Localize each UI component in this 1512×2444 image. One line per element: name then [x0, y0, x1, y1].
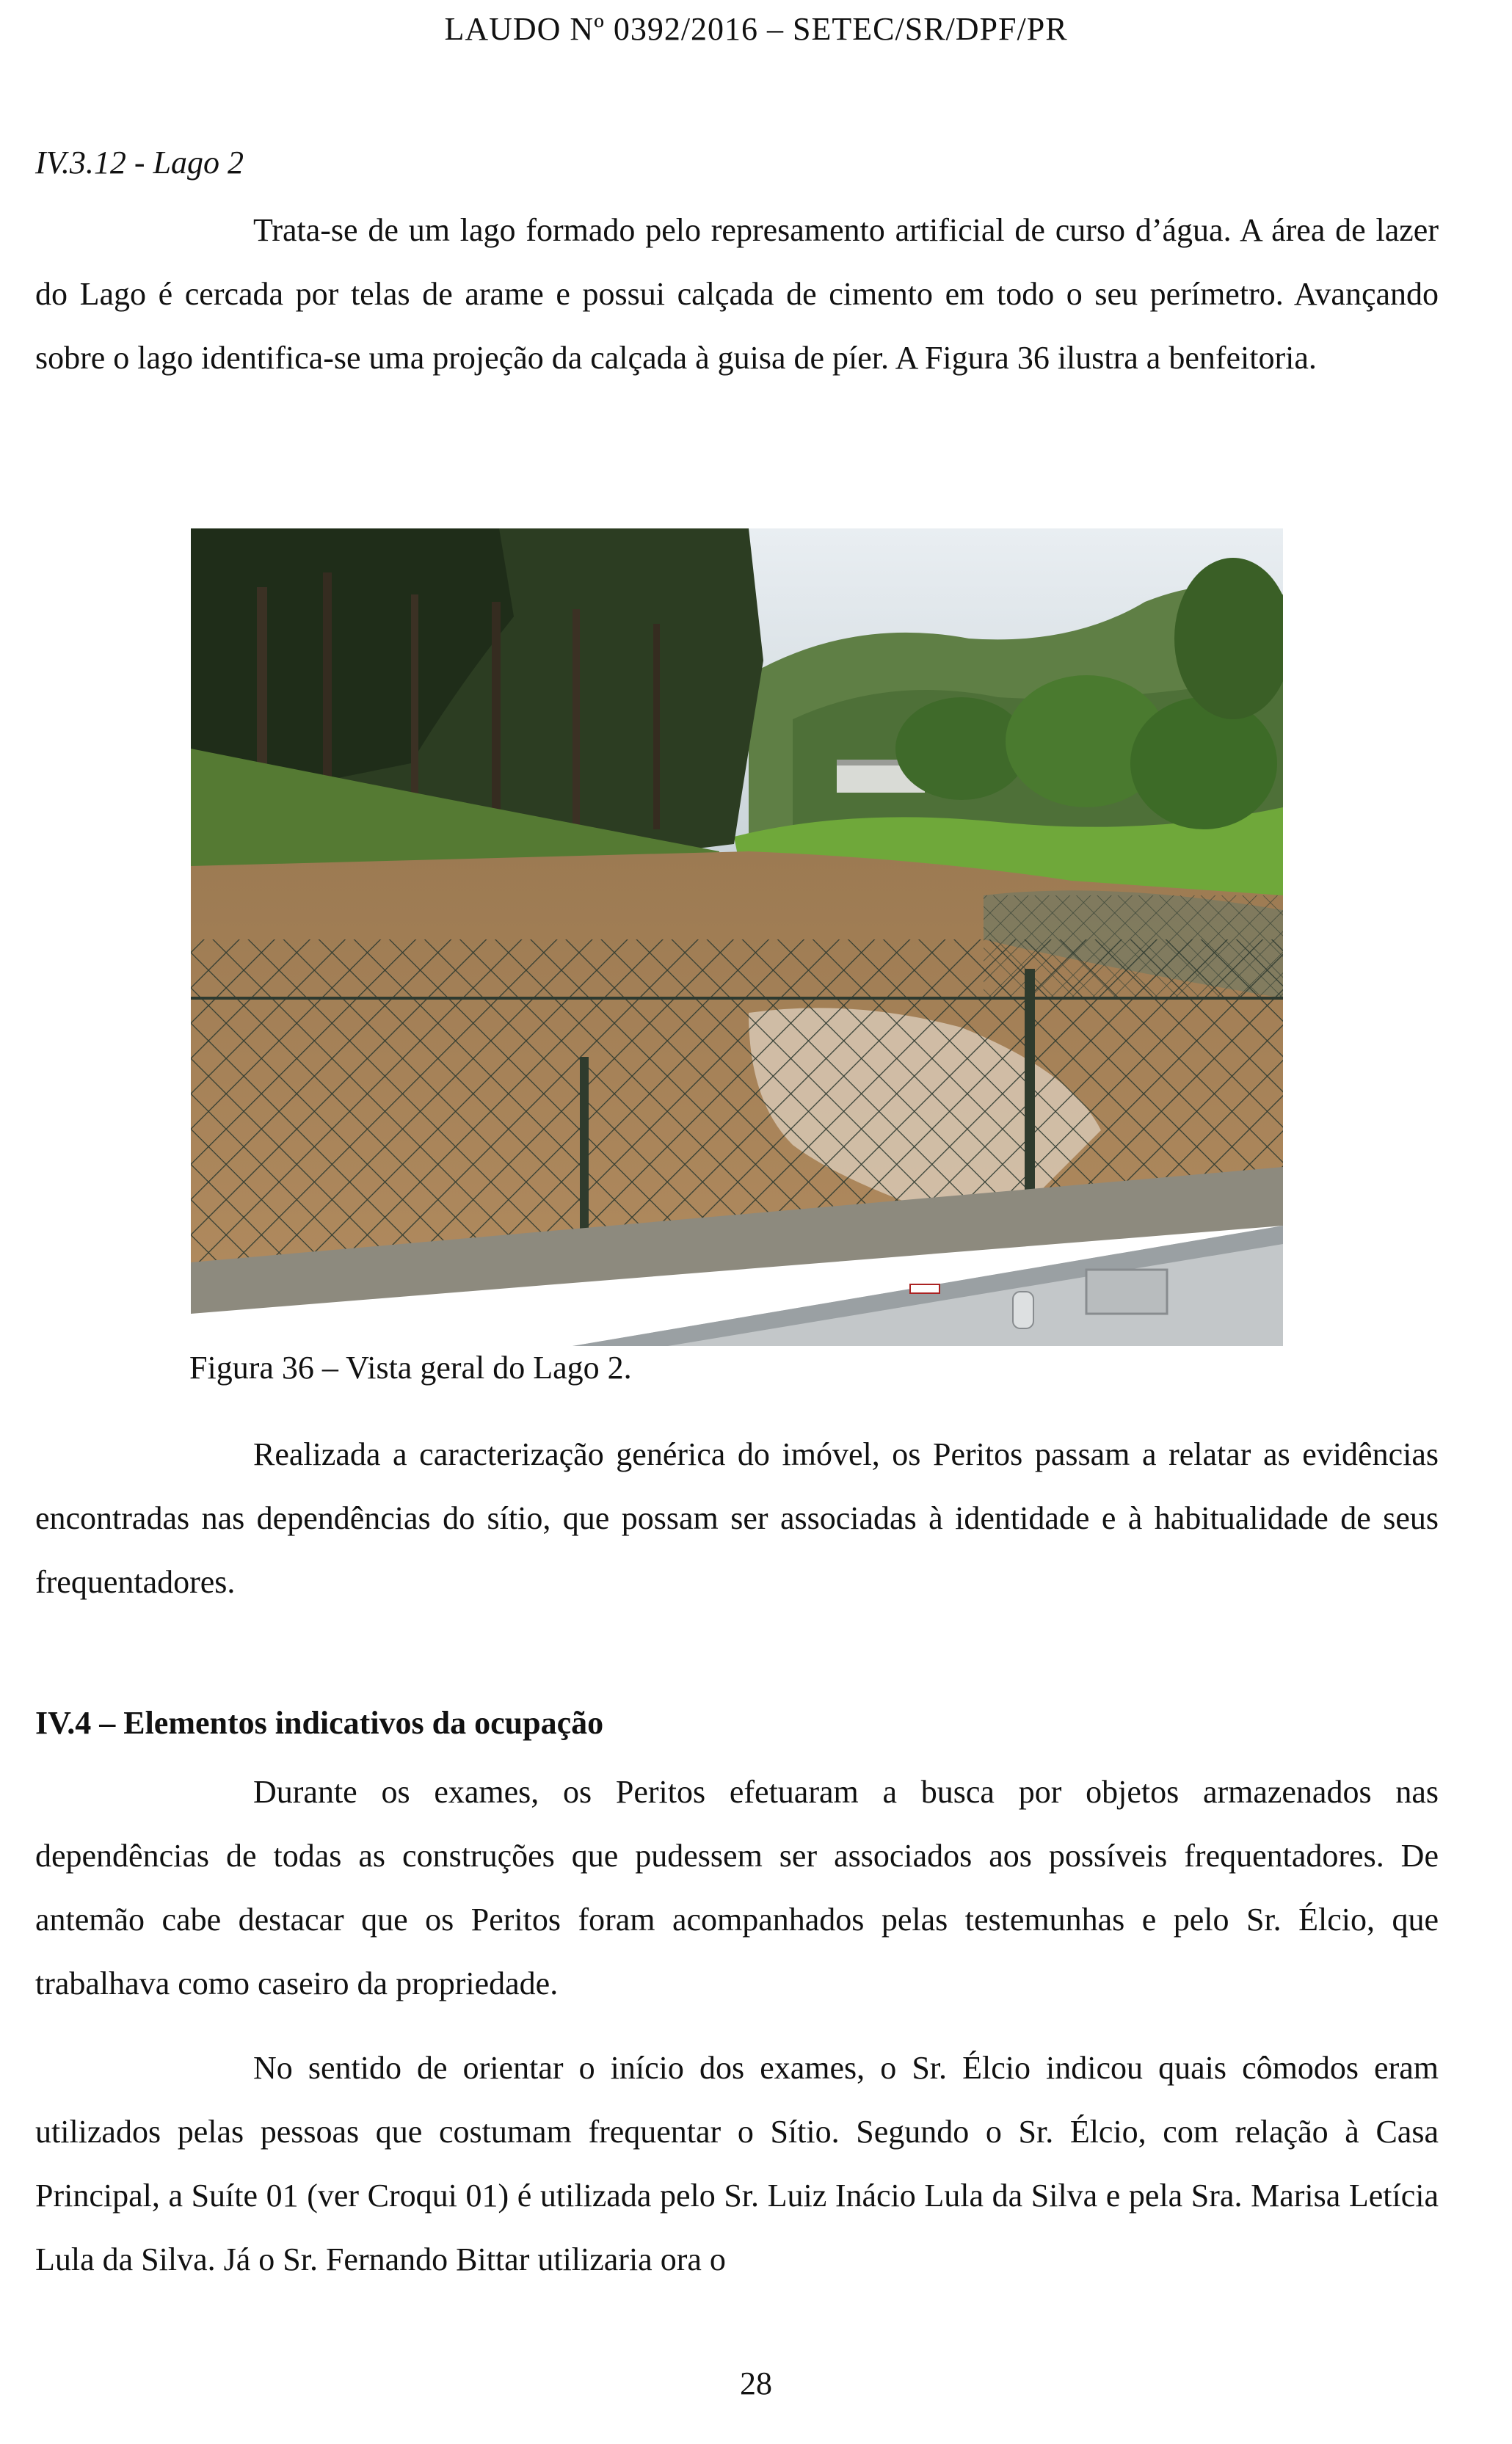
section-heading-elementos: IV.4 – Elementos indicativos da ocupação	[35, 1705, 604, 1741]
lake-photo-illustration	[191, 528, 1283, 1346]
page-header: LAUDO Nº 0392/2016 – SETEC/SR/DPF/PR	[444, 11, 1068, 47]
figure-36-photo	[191, 528, 1283, 1346]
paragraph-lago-2: Trata-se de um lago formado pelo represamento artificial de curso d’água. A área de lazer do Lago é cercada por telas de arame e possui calçada de cimento em todo o seu perímetro. Avançando sobre o lago identifica-se uma projeção da calçada à guisa de píer. A Figura 36 ilustra a benfeitoria.	[35, 212, 1439, 376]
section-heading-lago-2: IV.3.12 - Lago 2	[35, 145, 244, 181]
page-number: 28	[740, 2365, 772, 2401]
paragraph-caracterizacao: Realizada a caracterização genérica do imóvel, os Peritos passam a relatar as evidências encontradas nas dependências do sítio, que possam ser associadas à identidade e à habitualidade de seus frequentadores.	[35, 1436, 1439, 1600]
paragraph-elcio: No sentido de orientar o início dos exames, o Sr. Élcio indicou quais cômodos eram utilizados pelas pessoas que costumam frequentar o Sítio. Segundo o Sr. Élcio, com relação à Casa Principal, a Suíte 01 (ver Croqui 01) é utilizada pelo Sr. Luiz Inácio Lula da Silva e pela Sra. Marisa Letícia Lula da Silva. Já o Sr. Fernando Bittar utilizaria ora o	[35, 2050, 1439, 2277]
paragraph-exames: Durante os exames, os Peritos efetuaram a busca por objetos armazenados nas dependências de todas as construções que pudessem ser associados aos possíveis frequentadores. De antemão cabe destacar que os Peritos foram acompanhados pelas testemunhas e pelo Sr. Élcio, que trabalhava como caseiro da propriedade.	[35, 1774, 1439, 2001]
figure-36-caption: Figura 36 – Vista geral do Lago 2.	[189, 1350, 632, 1386]
